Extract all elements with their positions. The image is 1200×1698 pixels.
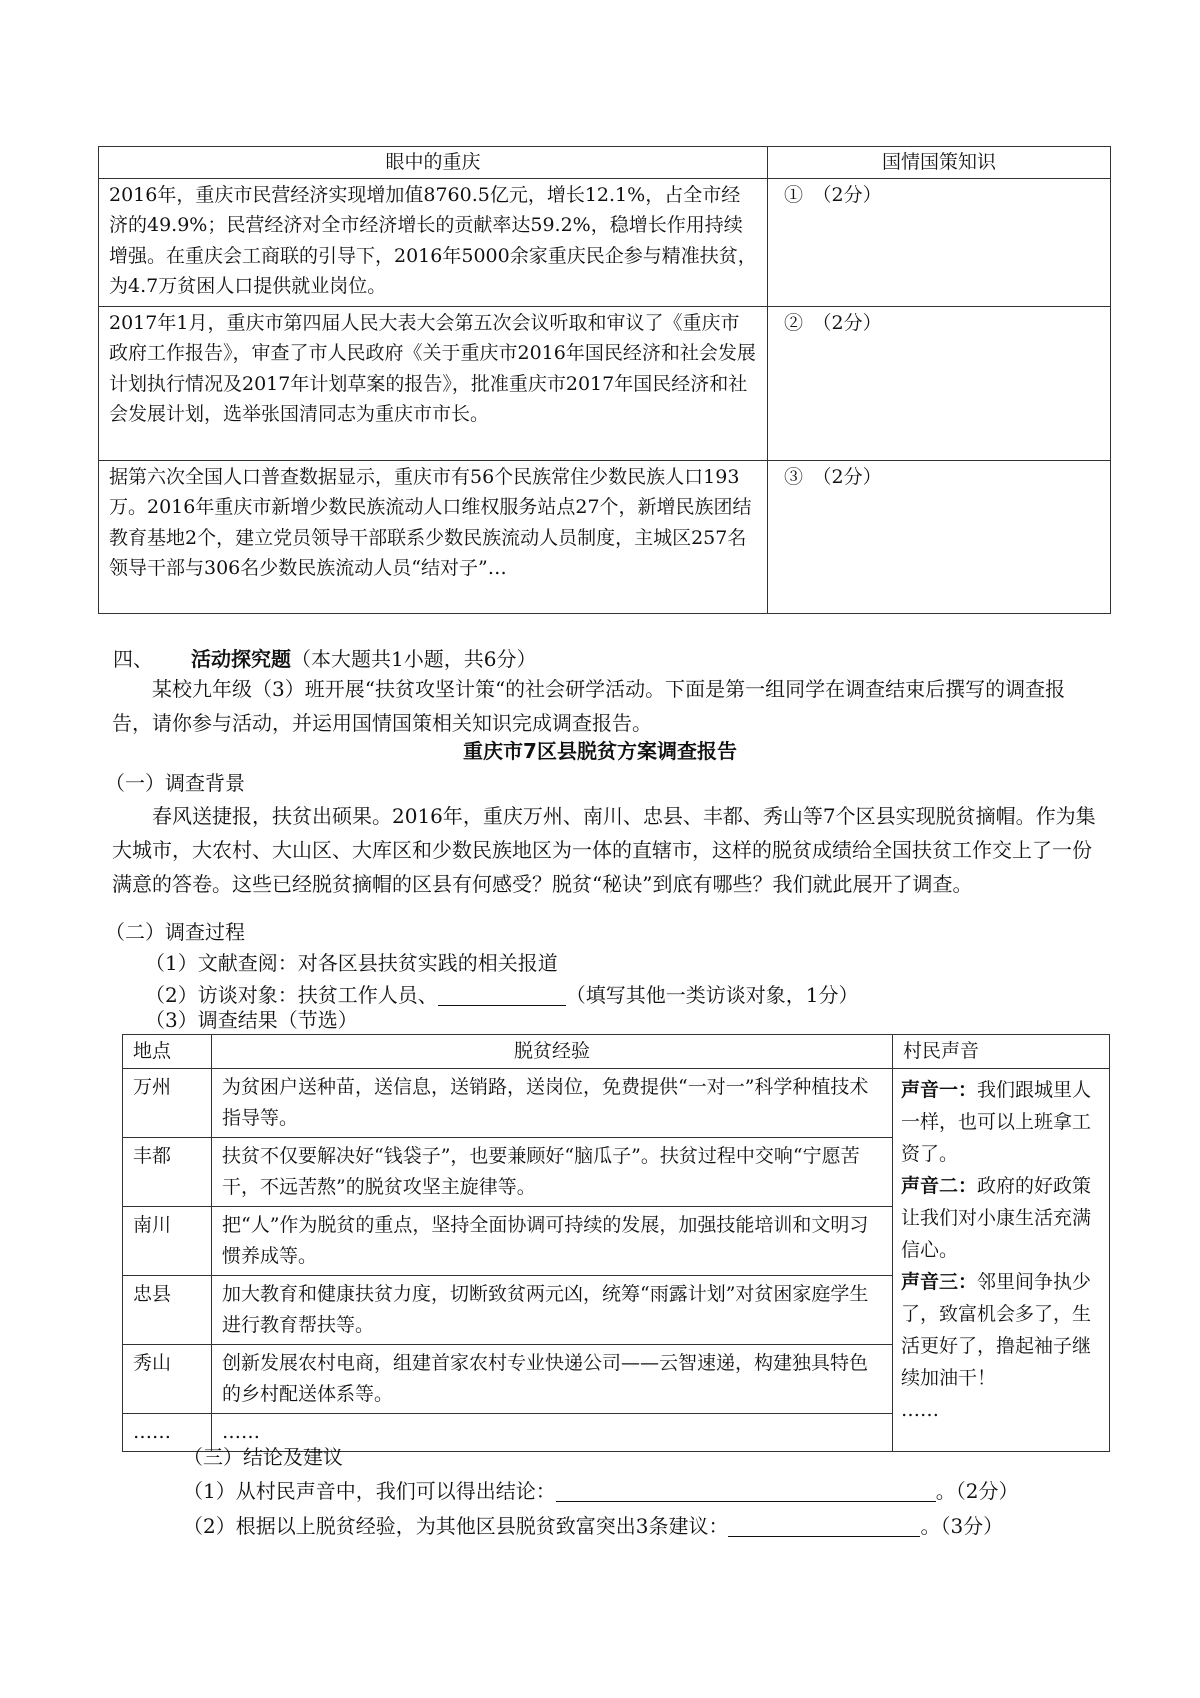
- conclusion-item-1-suffix: 。（2分）: [935, 1479, 1019, 1503]
- column-header-voices: 村民声音: [893, 1035, 1110, 1069]
- answer-cell-3[interactable]: ③ （2分）: [768, 460, 1111, 613]
- conclusion-item-1: [183, 1476, 1018, 1507]
- experience-cell: 扶贫不仅要解决好“钱袋子”，也要兼顾好“脑瓜子”。扶贫过程中交响“宁愿苦干，不远苦熬”的脱贫攻坚主旋律等。: [212, 1138, 893, 1207]
- voice-text: 邻里间争执少了，致富机会多了，生活更好了，撸起袖子继续加油干！: [901, 1271, 1092, 1389]
- villager-voices-cell: [893, 1069, 1110, 1452]
- voice-text: 我们跟城里人一样，也可以上班拿工资了。: [901, 1079, 1092, 1165]
- suggestion-blank[interactable]: [728, 1512, 920, 1537]
- interviewee-blank[interactable]: [438, 981, 566, 1006]
- column-header-experience: 脱贫经验: [212, 1035, 893, 1069]
- voice-2: [901, 1170, 1101, 1266]
- row-text: 2016年，重庆市民营经济实现增加值8760.5亿元，增长12.1%，占全市经济的49.9%；民营经济对全市经济增长的贡献率达59.2%，稳增长作用持续增强。在重庆会工商联的引导下，2016年5000余家重庆民企参与精准扶贫，为4.7万贫困人口提供就业岗位。: [99, 178, 768, 306]
- process-item-2-suffix: （填写其他一类访谈对象，1分）: [565, 983, 859, 1007]
- conclusion-item-2: [183, 1511, 1003, 1542]
- place-cell: 丰都: [123, 1138, 212, 1207]
- section-note: （本大题共1小题，共6分）: [291, 647, 537, 671]
- voice-text: 政府的好政策让我们对小康生活充满信心。: [901, 1175, 1092, 1261]
- conclusion-item-2-suffix: 。（3分）: [920, 1514, 1004, 1538]
- section-heading: [113, 644, 536, 675]
- process-item-1: （1）文献查阅：对各区县扶贫实践的相关报道: [145, 951, 558, 975]
- experience-cell: ……: [212, 1414, 893, 1452]
- table-row: [99, 178, 1111, 306]
- background-paragraph: 春风送捷报，扶贫出硕果。2016年，重庆万州、南川、忠县、丰都、秀山等7个区县实现脱贫摘帽。作为集大城市，大农村、大山区、大库区和少数民族地区为一体的直辖市，这样的脱贫成绩给全国扶贫工作交上了一份满意的答卷。这些已经脱贫摘帽的区县有何感受？脱贫“秘诀”到底有哪些？我们就此展开了调查。: [112, 804, 1096, 896]
- conclusion-item-2-prefix: （2）根据以上脱贫经验，为其他区县脱贫致富突出3条建议：: [183, 1514, 729, 1538]
- answer-cell-1[interactable]: ① （2分）: [768, 178, 1111, 306]
- table-row: [99, 306, 1111, 460]
- experience-cell: 把“人”作为脱贫的重点，坚持全面协调可持续的发展，加强技能培训和文明习惯养成等。: [212, 1207, 893, 1276]
- place-cell: ……: [123, 1414, 212, 1452]
- row-text: 2017年1月，重庆市第四届人民大表大会第五次会议听取和审议了《重庆市政府工作报告》，审查了市人民政府《关于重庆市2016年国民经济和社会发展计划执行情况及2017年计划草案的报告》，批准重庆市2017年国民经济和社会发展计划，选举张国清同志为重庆市市长。: [99, 306, 768, 460]
- voice-label: 声音一：: [901, 1079, 978, 1101]
- place-cell: 南川: [123, 1207, 212, 1276]
- conclusion-heading: （三）结论及建议: [183, 1445, 343, 1469]
- report-title: 重庆市7区县脱贫方案调查报告: [463, 739, 737, 763]
- table-row: [99, 460, 1111, 613]
- process-heading: （二）调查过程: [105, 920, 245, 944]
- section-number: 四、: [113, 647, 153, 671]
- experience-cell: 为贫困户送种苗，送信息，送销路，送岗位，免费提供“一对一”科学种植技术指导等。: [212, 1069, 893, 1138]
- answer-cell-2[interactable]: ② （2分）: [768, 306, 1111, 460]
- table-header-row: [123, 1035, 1110, 1069]
- section-title: 活动探究题: [191, 647, 291, 671]
- place-cell: 忠县: [123, 1276, 212, 1345]
- knowledge-table: [98, 146, 1111, 614]
- voice-3: [901, 1266, 1101, 1394]
- experience-cell: 创新发展农村电商，组建首家农村专业快递公司——云智速递，构建独具特色的乡村配送体系等。: [212, 1345, 893, 1414]
- voices-more: ……: [901, 1399, 939, 1421]
- voice-label: 声音三：: [901, 1271, 978, 1293]
- process-item-3: （3）调查结果（节选）: [145, 1008, 358, 1032]
- row-text: 据第六次全国人口普查数据显示，重庆市有56个民族常住少数民族人口193万。2016年重庆市新增少数民族流动人口维权服务站点27个，新增民族团结教育基地2个，建立党员领导干部联系少数民族流动人员制度，主城区257名领导干部与306名少数民族流动人员“结对子”…: [99, 460, 768, 613]
- experience-cell: 加大教育和健康扶贫力度，切断致贫两元凶，统筹“雨露计划”对贫困家庭学生进行教育帮扶等。: [212, 1276, 893, 1345]
- intro-paragraph: 某校九年级（3）班开展“扶贫攻坚计策“的社会研学活动。下面是第一组同学在调查结束后撰写的调查报告，请你参与活动，并运用国情国策相关知识完成调查报告。: [112, 677, 1066, 735]
- conclusion-item-1-prefix: （1）从村民声音中，我们可以得出结论：: [183, 1479, 556, 1503]
- voice-1: [901, 1074, 1101, 1170]
- process-item-2-prefix: （2）访谈对象：扶贫工作人员、: [145, 983, 438, 1007]
- table-header-row: [99, 147, 1111, 179]
- column-header-knowledge: 国情国策知识: [768, 147, 1111, 179]
- column-header-chongqing: 眼中的重庆: [99, 147, 768, 179]
- place-cell: 秀山: [123, 1345, 212, 1414]
- background-heading: （一）调查背景: [105, 771, 245, 795]
- table-row: [123, 1069, 1110, 1138]
- column-header-place: 地点: [123, 1035, 212, 1069]
- conclusion-blank[interactable]: [556, 1477, 936, 1502]
- survey-results-table: [122, 1034, 1110, 1452]
- voice-label: 声音二：: [901, 1175, 978, 1197]
- place-cell: 万州: [123, 1069, 212, 1138]
